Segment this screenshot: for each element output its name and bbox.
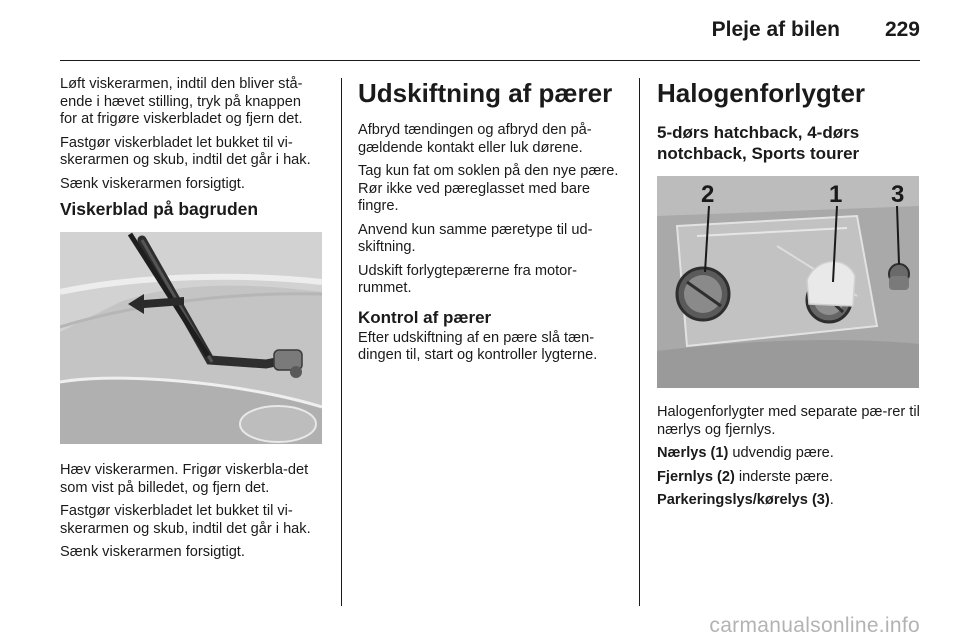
paragraph: Hæv viskerarmen. Frigør viskerbla-det som vist på billedet, og fjern det. [60,462,309,496]
column-divider [341,78,342,606]
paragraph: Fastgør viskerbladet let bukket til vi-skerarmen og skub, indtil det går i hak. [60,134,311,168]
list-item [657,492,921,510]
rear-wiper-drawing [60,232,322,444]
paragraph: Halogenforlygter med separate pæ-rer til nærlys og fjernlys. [657,404,920,438]
section-heading: Viskerblad på bagruden [60,199,259,219]
figure-label: 2 [701,181,715,208]
section-heading: Udskiftning af pærer [358,78,613,108]
column-3 [657,76,921,516]
column-1 [60,76,322,568]
item-text: inderste pære. [734,468,834,485]
list-item [657,445,921,463]
page-header [60,0,920,61]
column-2 [358,76,624,371]
column-divider [639,78,640,606]
paragraph: Anvend kun samme pæretype til ud-skiftning. [358,221,593,255]
headlight-illustration [657,176,919,388]
subsection-heading: 5-dørs hatchback, 4-dørs notchback, Sports tourer [657,123,860,163]
paragraph: Tag kun fat om soklen på den nye pære. Rør ikke ved pæreglasset med bare fingre. [358,163,619,214]
subsection-heading: Kontrol af pærer [358,307,492,327]
item-text: . [829,492,834,508]
list-item [657,469,921,487]
headlight-drawing [657,176,919,388]
paragraph: Fastgør viskerbladet let bukket til vi-skerarmen og skub, indtil det går i hak. [60,503,311,537]
paragraph: Afbryd tændingen og afbryd den på-gældende kontakt eller luk dørene. [358,122,592,156]
section-heading: Halogenforlygter [657,78,866,108]
item-text: udvendig pære. [728,445,834,461]
paragraph: Sænk viskerarmen forsigtigt. [60,175,245,192]
paragraph: Løft viskerarmen, indtil den bliver stå-ende i hævet stilling, tryk på knappen for at frigøre viskerbladet og fjern det. [60,76,303,127]
paragraph: Efter udskiftning af en pære slå tæn-dingen til, start og kontroller lygterne. [358,329,598,363]
item-label: Parkeringslys/kørelys (3) [657,492,830,508]
item-label: Nærlys (1) [657,445,729,461]
page-number: 229 [884,18,920,41]
figure-label: 1 [829,181,843,208]
item-label: Fjernlys (2) [657,468,735,485]
rear-wiper-illustration [60,232,322,444]
paragraph: Udskift forlygtepærerne fra motor-rummet. [358,262,577,296]
paragraph: Sænk viskerarmen forsigtigt. [60,544,245,560]
figure-label: 3 [891,181,905,208]
watermark: carmanualsonline.info [709,614,920,637]
header-title: Pleje af bilen [711,18,840,41]
